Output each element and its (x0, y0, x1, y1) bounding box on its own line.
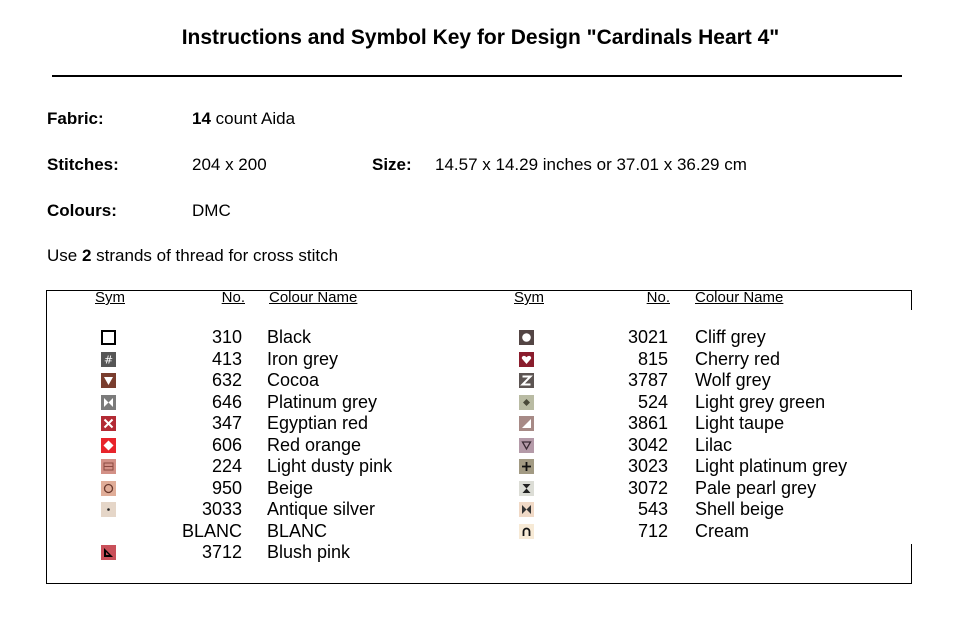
strands-count: 2 (81, 246, 92, 265)
key-row-right-3023 (0, 456, 961, 477)
colour-name: BLANC (267, 520, 328, 541)
header-sym-right: Sym (514, 289, 544, 306)
colour-name: Egyptian red (267, 413, 369, 433)
colour-name: Black (267, 327, 312, 347)
dmc-number: 3033 (201, 499, 242, 519)
key-row-right-712 (0, 521, 961, 542)
filled-circle-icon (519, 330, 534, 345)
dmc-number: 3042 (627, 434, 668, 455)
small-diamond-icon (519, 395, 534, 410)
dmc-number: 3021 (627, 327, 668, 347)
dmc-number: 712 (637, 520, 668, 541)
key-row-left-3712 (0, 542, 961, 563)
wedge-icon (519, 416, 534, 431)
header-no-right: No. (646, 289, 670, 306)
key-row-right-3861 (0, 413, 961, 434)
colours-value: DMC (192, 201, 231, 220)
colour-name: Red orange (267, 434, 362, 455)
colour-name: Cream (695, 520, 750, 541)
colour-name: Blush pink (267, 542, 351, 562)
colour-name: Cherry red (695, 348, 781, 369)
arch-icon (519, 524, 534, 539)
document-title: Instructions and Symbol Key for Design "Cardinals Heart 4" (181, 26, 780, 49)
colour-name: Light grey green (695, 391, 826, 412)
colour-name: Wolf grey (695, 370, 771, 390)
key-row-right-3021 (0, 327, 961, 348)
dmc-number: 347 (211, 413, 242, 433)
colour-name: Iron grey (267, 348, 339, 369)
z-icon (519, 373, 534, 388)
fabric-count: 14 (192, 109, 211, 128)
dmc-number: 224 (211, 456, 242, 476)
strands-instruction (47, 246, 338, 266)
svg-text:#: # (103, 353, 114, 366)
key-row-right-543 (0, 499, 961, 520)
key-row-right-524 (0, 392, 961, 413)
stitches-label: Stitches: (47, 155, 119, 174)
fabric-value (192, 109, 295, 129)
header-name-right: Colour Name (695, 289, 784, 306)
fabric-type: count Aida (210, 109, 296, 128)
dmc-number: BLANC (181, 520, 242, 541)
corner-triangle-icon (101, 545, 116, 560)
dmc-number: 524 (637, 391, 668, 412)
size-label: Size: (372, 155, 412, 174)
plus-icon (519, 459, 534, 474)
colour-name: Shell beige (695, 499, 785, 519)
header-sym-left: Sym (95, 289, 125, 306)
header-no-left: No. (221, 289, 245, 306)
shell-bowtie-icon (519, 502, 534, 517)
dmc-number: 815 (637, 348, 668, 369)
dmc-number: 3072 (627, 477, 668, 498)
dmc-number: 3023 (627, 456, 668, 476)
header-name-left: Colour Name (269, 289, 358, 306)
dmc-number: 543 (637, 499, 668, 519)
colour-name: Cocoa (267, 370, 320, 390)
hourglass-icon (519, 481, 534, 496)
dmc-number: 3787 (627, 370, 668, 390)
strands-post: strands of thread for cross stitch (91, 246, 339, 265)
colour-name: Platinum grey (267, 391, 378, 412)
key-row-right-815 (0, 349, 961, 370)
dmc-number: 3712 (201, 542, 242, 562)
colour-name: Antique silver (267, 499, 376, 519)
size-value: 14.57 x 14.29 inches or 37.01 x 36.29 cm (435, 155, 747, 174)
colour-name: Lilac (695, 434, 733, 455)
outline-triangle-icon (519, 438, 534, 453)
colour-name: Light platinum grey (695, 456, 848, 476)
key-row-right-3787 (0, 370, 961, 391)
colour-name: Light dusty pink (267, 456, 393, 476)
key-row-right-3072 (0, 478, 961, 499)
title-divider (52, 75, 902, 77)
colour-name: Light taupe (695, 413, 785, 433)
dmc-number: 950 (211, 477, 242, 498)
dmc-number: 606 (211, 434, 242, 455)
dmc-number: 646 (211, 391, 242, 412)
dmc-number: 310 (211, 327, 242, 347)
key-row-right-3042 (0, 435, 961, 456)
colour-name: Cliff grey (695, 327, 766, 347)
colours-label: Colours: (47, 201, 117, 220)
dmc-number: 413 (211, 348, 242, 369)
colour-name: Beige (267, 477, 314, 498)
strands-pre: Use (47, 246, 82, 265)
dmc-number: 632 (211, 370, 242, 390)
dmc-number: 3861 (627, 413, 668, 433)
fabric-label: Fabric: (47, 109, 104, 128)
colour-name: Pale pearl grey (695, 477, 817, 498)
heart-icon (519, 352, 534, 367)
stitches-value: 204 x 200 (192, 155, 267, 174)
